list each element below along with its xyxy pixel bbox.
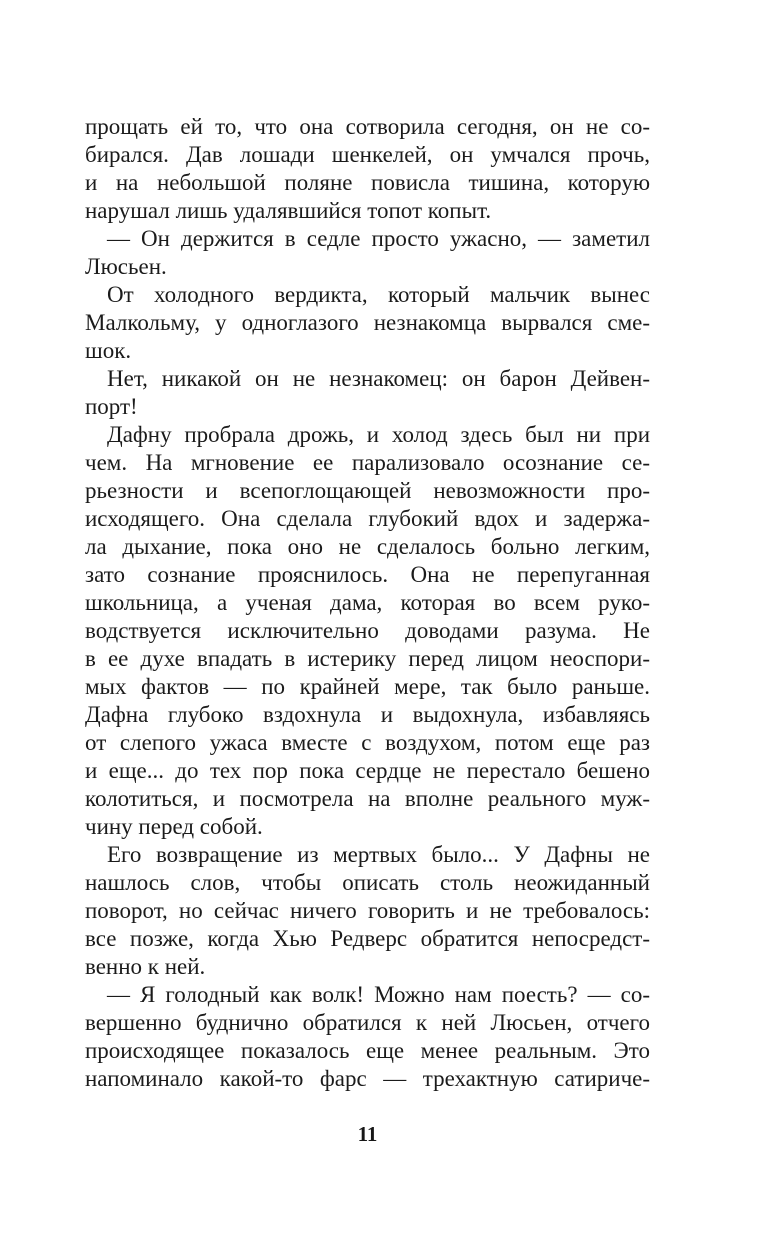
text-line: Люсьен. [85,254,167,279]
text-line: — Я голодный как волк! Можно нам поесть? — со- [107,982,650,1007]
text-line: и на небольшой поляне повисла тишина, которую [85,170,650,195]
text-line: рьезности и всепоглощающей невозможности про- [85,478,650,503]
text-line: исходящего. Она сделала глубокий вдох и задержа- [85,506,650,531]
text-line: напоминало какой-то фарс — трехактную сатириче- [85,1066,650,1091]
text-line: водствуется исключительно доводами разума. Не [85,618,650,643]
text-line: зато сознание прояснилось. Она не перепуганная [85,562,650,587]
text-line: прощать ей то, что она сотворила сегодня, он не со- [85,114,650,139]
text-line: в ее духе впадать в истерику перед лицом неоспори- [85,646,650,671]
text-line: бирался. Дав лошади шенкелей, он умчался прочь, [85,142,650,167]
text-line: нарушал лишь удалявшийся топот копыт. [85,198,492,223]
text-line: мых фактов — по крайней мере, так было раньше. [85,674,650,699]
text-line: от слепого ужаса вместе с воздухом, потом еще раз [85,730,650,755]
text-line: От холодного вердикта, который мальчик вынес [107,282,650,307]
page-text [85,113,650,1093]
text-line: ла дыхание, пока оно не сделалось больно легким, [85,534,650,559]
text-line: венно к ней. [85,954,206,979]
text-line: и еще... до тех пор пока сердце не перестало бешено [85,758,650,783]
text-line: Его возвращение из мертвых было... У Дафны не [107,842,650,867]
text-line: чину перед собой. [85,814,263,839]
text-line: Малкольму, у одноглазого незнакомца вырвался сме- [85,310,650,335]
page-number: 11 [357,1122,378,1146]
text-line: школьница, а ученая дама, которая во всем руко- [85,590,650,615]
text-line: — Он держится в седле просто ужасно, — заметил [107,226,650,251]
text-line: нашлось слов, чтобы описать столь неожиданный [85,870,650,895]
text-line: чем. На мгновение ее парализовало осознание се- [85,450,650,475]
text-line: Нет, никакой он не незнакомец: он барон Дейвен- [107,366,650,391]
text-line: колотиться, и посмотрела на вполне реального муж- [85,786,650,811]
text-line: все позже, когда Хью Редверс обратится непосредст- [85,926,650,951]
text-line: поворот, но сейчас ничего говорить и не требовалось: [85,898,650,923]
text-line: вершенно буднично обратился к ней Люсьен, отчего [85,1010,650,1035]
text-line: Дафна глубоко вздохнула и выдохнула, избавляясь [85,702,650,727]
text-line: порт! [85,394,138,419]
text-line: происходящее показалось еще менее реальным. Это [85,1038,650,1063]
text-line: Дафну пробрала дрожь, и холод здесь был ни при [107,422,650,447]
text-line: шок. [85,338,132,363]
